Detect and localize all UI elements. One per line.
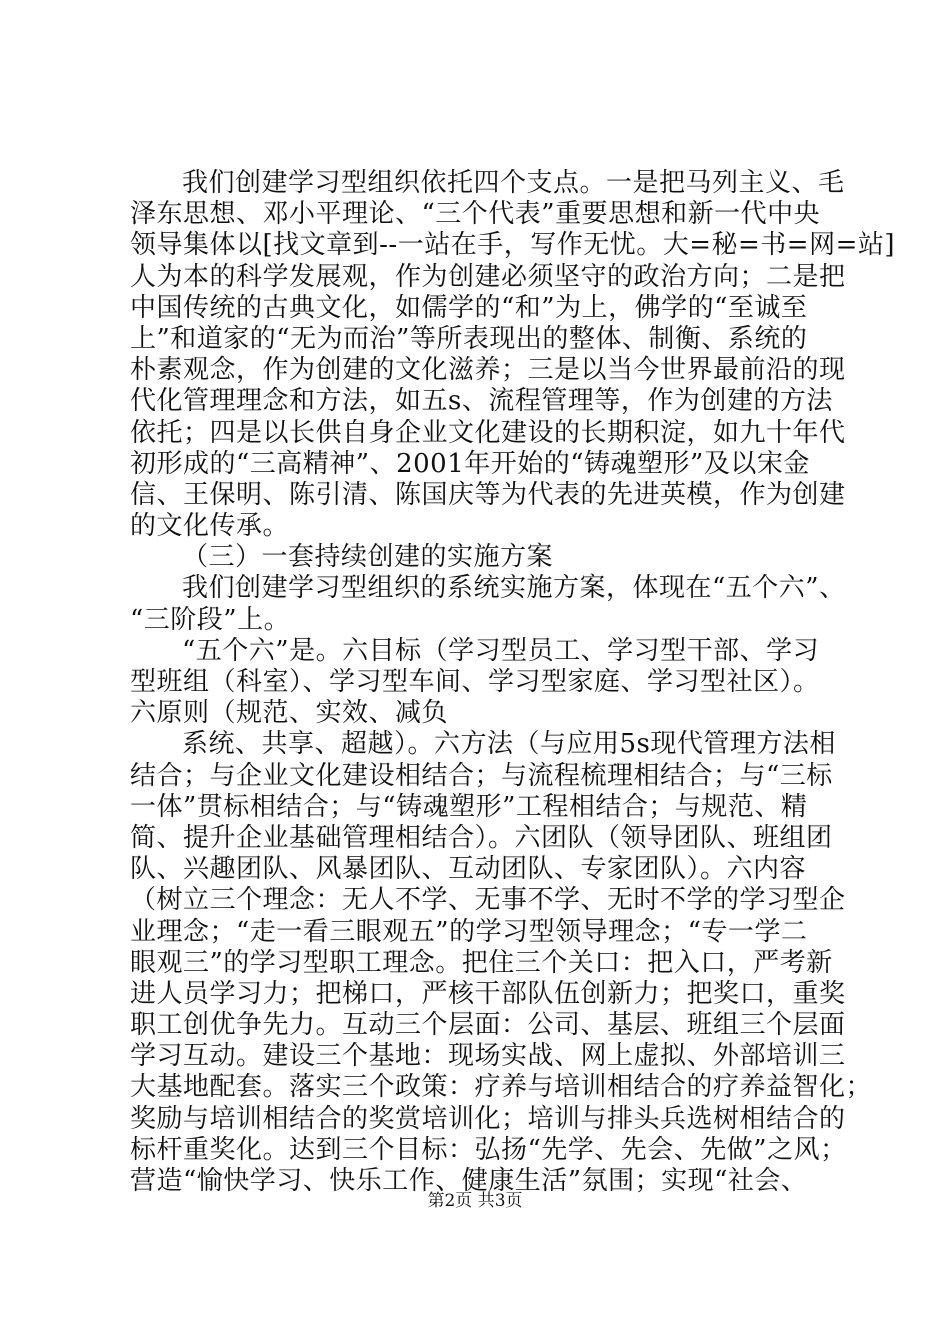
page-footer bbox=[0, 1190, 950, 1212]
text-line: 领导集体以[找文章到--一站在手，写作无忧。大=秘=书=网=站] bbox=[130, 230, 895, 261]
text-line: 业理念；“走一看三眼观五”的学习型领导理念；“专一学二 bbox=[130, 916, 808, 947]
text-line: 职工创优争先力。互动三个层面：公司、基层、班组三个层面 bbox=[130, 1010, 846, 1041]
text-line: 初形成的“三高精神”、2001年开始的“铸魂塑形”及以宋金 bbox=[130, 448, 810, 479]
text-line: 朴素观念，作为创建的文化滋养；三是以当今世界最前沿的现 bbox=[130, 355, 846, 386]
section-heading: （三）一套持续创建的实施方案 bbox=[182, 542, 554, 573]
text-line: 奖励与培训相结合的奖赏培训化；培训与排头兵选树相结合的 bbox=[130, 1103, 846, 1134]
document-body bbox=[130, 168, 895, 1197]
text-line: 人为本的科学发展观，作为创建必须坚守的政治方向；二是把 bbox=[130, 261, 846, 292]
text-line: 大基地配套。落实三个政策：疗养与培训相结合的疗养益智化； bbox=[130, 1072, 873, 1103]
text-line: 我们创建学习型组织依托四个支点。一是把马列主义、毛 bbox=[182, 168, 845, 198]
text-line: 信、王保明、陈引清、陈国庆等为代表的先进英模，作为创建 bbox=[130, 479, 846, 510]
page-number: 第2页 共3页 bbox=[427, 1191, 523, 1211]
text-line: 上”和道家的“无为而治”等所表现出的整体、制衡、系统的 bbox=[130, 323, 808, 354]
text-line: 标杆重奖化。达到三个目标：弘扬“先学、先会、先做”之风； bbox=[130, 1134, 847, 1165]
text-line: 进人员学习力；把梯口，严核干部队伍创新力；把奖口，重奖 bbox=[130, 978, 846, 1009]
text-line: 结合；与企业文化建设相结合；与流程梳理相结合；与“三标 bbox=[130, 760, 833, 791]
text-line: “五个六”是。六目标（学习型员工、学习型干部、学习 bbox=[182, 635, 820, 666]
text-line: 队、兴趣团队、风暴团队、互动团队、专家团队）。六内容 bbox=[130, 854, 807, 885]
text-line: 泽东思想、邓小平理论、“三个代表”重要思想和新一代中央 bbox=[130, 199, 821, 230]
text-line: 依托；四是以长供自身企业文化建设的长期积淀，如九十年代 bbox=[130, 417, 846, 448]
text-line: 六原则（规范、实效、减负 bbox=[130, 698, 449, 729]
text-line: （树立三个理念：无人不学、无事不学、无时不学的学习型企 bbox=[130, 885, 846, 916]
text-line: 简、提升企业基础管理相结合）。六团队（领导团队、班组团 bbox=[130, 822, 833, 853]
text-line: 的文化传承。 bbox=[130, 511, 290, 542]
text-line: 营造“愉快学习、快乐工作、健康生活”氛围；实现“社会、 bbox=[130, 1166, 808, 1196]
text-line: 系统、共享、超越）。六方法（与应用5s现代管理方法相 bbox=[182, 729, 836, 760]
text-line: 我们创建学习型组织的系统实施方案，体现在“五个六”、 bbox=[182, 573, 846, 604]
text-line: 型班组（科室）、学习型车间、学习型家庭、学习型社区）。 bbox=[130, 667, 820, 697]
text-line: 眼观三”的学习型职工理念。把住三个关口：把入口，严考新 bbox=[130, 947, 833, 978]
text-line: 学习互动。建设三个基地：现场实战、网上虚拟、外部培训三 bbox=[130, 1041, 846, 1072]
text-line: 中国传统的古典文化，如儒学的“和”为上，佛学的“至诚至 bbox=[130, 292, 808, 323]
text-line: 一体”贯标相结合；与“铸魂塑形”工程相结合；与规范、精 bbox=[130, 791, 808, 822]
text-line: “三阶段”上。 bbox=[130, 604, 291, 635]
text-line: 代化管理理念和方法，如五s、流程管理等，作为创建的方法 bbox=[130, 386, 833, 417]
